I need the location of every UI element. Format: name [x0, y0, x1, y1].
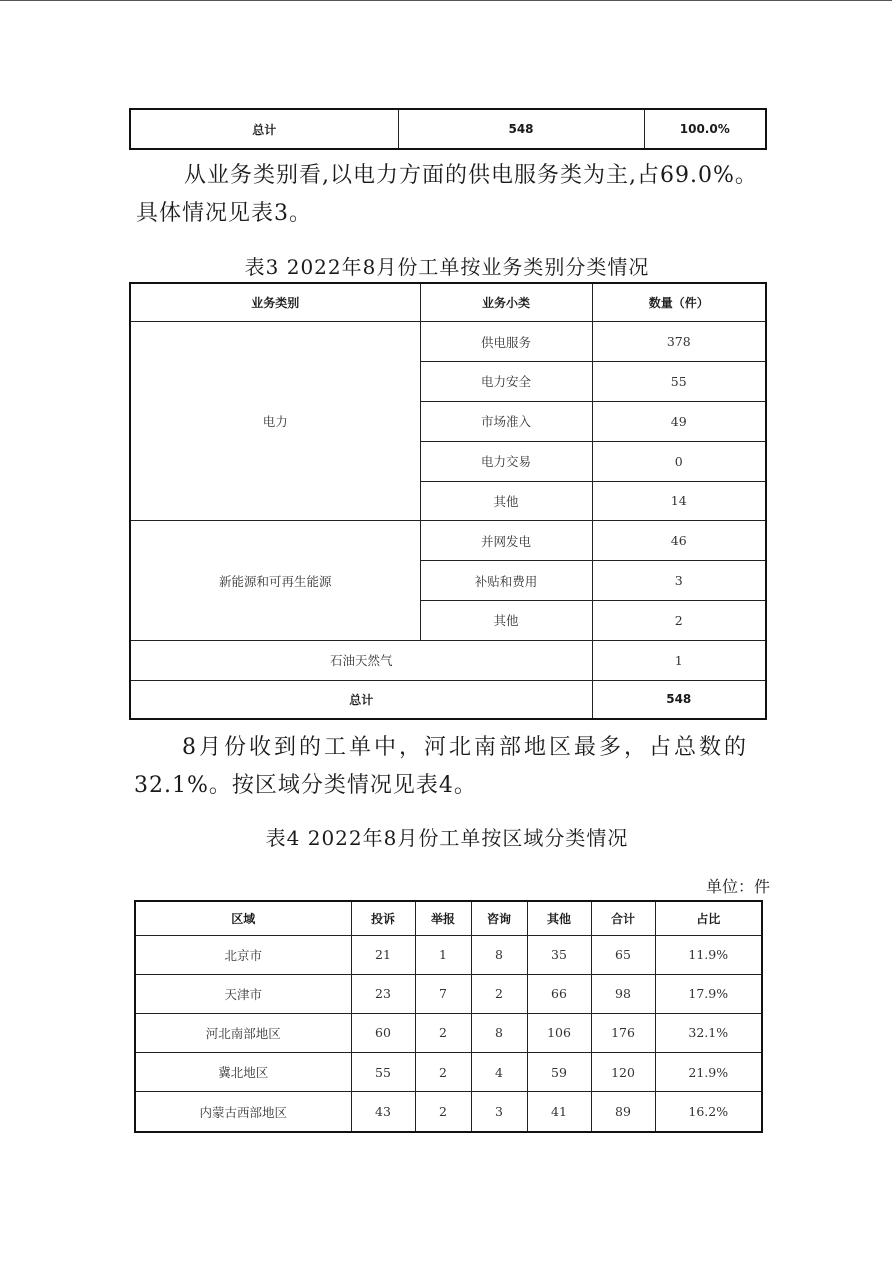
- table-header-row: [135, 901, 762, 935]
- table-row: [135, 1013, 762, 1052]
- oil-gas-label: 石油天然气: [130, 640, 592, 680]
- total-cell: 120: [591, 1053, 655, 1092]
- header-subcategory: 业务小类: [420, 283, 592, 322]
- header-other: 其他: [527, 901, 591, 935]
- table-header-row: [130, 283, 766, 322]
- paragraph-1: [136, 157, 836, 233]
- table-row: [135, 1092, 762, 1132]
- other-cell: 66: [527, 974, 591, 1013]
- total-label: 总计: [130, 109, 398, 149]
- count-cell: 55: [592, 362, 766, 402]
- header-ratio: 占比: [655, 901, 762, 935]
- complaint-cell: 23: [351, 974, 415, 1013]
- region-cell: 内蒙古西部地区: [135, 1092, 351, 1132]
- subcategory-cell: 补贴和费用: [420, 561, 592, 601]
- subcategory-cell: 电力交易: [420, 441, 592, 481]
- other-cell: 59: [527, 1053, 591, 1092]
- paragraph-1-line-1: 从业务类别看,以电力方面的供电服务类为主,占69.0%。: [184, 163, 758, 188]
- table-row: [130, 521, 766, 561]
- oil-gas-count: 1: [592, 640, 766, 680]
- total-label: 总计: [130, 680, 592, 719]
- paragraph-2-line-1: 8月份收到的工单中，河北南部地区最多，占总数的: [182, 735, 749, 760]
- paragraph-2-line-2: 32.1%。按区域分类情况见表4。: [134, 773, 477, 798]
- region-cell: 冀北地区: [135, 1053, 351, 1092]
- report-cell: 2: [415, 1013, 471, 1052]
- total-percent: 100.0%: [644, 109, 766, 149]
- ratio-cell: 11.9%: [655, 935, 762, 974]
- report-cell: 1: [415, 935, 471, 974]
- table-row: [135, 974, 762, 1013]
- table3-caption: 表3 2022年8月份工单按业务类别分类情况: [244, 255, 650, 279]
- total-cell: 89: [591, 1092, 655, 1132]
- total-cell: 65: [591, 935, 655, 974]
- table4-caption: 表4 2022年8月份工单按区域分类情况: [265, 826, 629, 850]
- total-cell: 176: [591, 1013, 655, 1052]
- table2-total: [129, 108, 767, 150]
- complaint-cell: 55: [351, 1053, 415, 1092]
- inquiry-cell: 8: [471, 1013, 527, 1052]
- inquiry-cell: 8: [471, 935, 527, 974]
- total-count: 548: [398, 109, 644, 149]
- subcategory-cell: 其他: [420, 600, 592, 640]
- subcategory-cell: 电力安全: [420, 362, 592, 402]
- complaint-cell: 43: [351, 1092, 415, 1132]
- table-total-row: [130, 680, 766, 719]
- count-cell: 49: [592, 401, 766, 441]
- header-complaint: 投诉: [351, 901, 415, 935]
- complaint-cell: 60: [351, 1013, 415, 1052]
- inquiry-cell: 4: [471, 1053, 527, 1092]
- other-cell: 35: [527, 935, 591, 974]
- category-cell: 新能源和可再生能源: [130, 521, 420, 640]
- region-cell: 天津市: [135, 974, 351, 1013]
- table3: [129, 282, 767, 720]
- inquiry-cell: 2: [471, 974, 527, 1013]
- header-count: 数量（件）: [592, 283, 766, 322]
- inquiry-cell: 3: [471, 1092, 527, 1132]
- other-cell: 41: [527, 1092, 591, 1132]
- header-region: 区域: [135, 901, 351, 935]
- header-category: 业务类别: [130, 283, 420, 322]
- header-report: 举报: [415, 901, 471, 935]
- table-row: [135, 1053, 762, 1092]
- table-row: [130, 640, 766, 680]
- table-row: [130, 322, 766, 362]
- count-cell: 378: [592, 322, 766, 362]
- ratio-cell: 17.9%: [655, 974, 762, 1013]
- header-total: 合计: [591, 901, 655, 935]
- subcategory-cell: 并网发电: [420, 521, 592, 561]
- subcategory-cell: 其他: [420, 481, 592, 521]
- table-row: [130, 109, 766, 149]
- other-cell: 106: [527, 1013, 591, 1052]
- report-cell: 2: [415, 1053, 471, 1092]
- header-inquiry: 咨询: [471, 901, 527, 935]
- total-count: 548: [592, 680, 766, 719]
- subcategory-cell: 市场准入: [420, 401, 592, 441]
- complaint-cell: 21: [351, 935, 415, 974]
- table4: [134, 900, 763, 1133]
- subcategory-cell: 供电服务: [420, 322, 592, 362]
- ratio-cell: 16.2%: [655, 1092, 762, 1132]
- report-cell: 2: [415, 1092, 471, 1132]
- ratio-cell: 32.1%: [655, 1013, 762, 1052]
- count-cell: 46: [592, 521, 766, 561]
- count-cell: 3: [592, 561, 766, 601]
- ratio-cell: 21.9%: [655, 1053, 762, 1092]
- count-cell: 0: [592, 441, 766, 481]
- total-cell: 98: [591, 974, 655, 1013]
- region-cell: 北京市: [135, 935, 351, 974]
- table4-unit: 单位：件: [705, 877, 770, 896]
- count-cell: 2: [592, 600, 766, 640]
- category-cell: 电力: [130, 322, 420, 521]
- page-top-border: [0, 0, 892, 1]
- report-cell: 7: [415, 974, 471, 1013]
- table-row: [135, 935, 762, 974]
- paragraph-1-line-2: 具体情况见表3。: [136, 201, 312, 226]
- paragraph-2: [134, 729, 774, 805]
- count-cell: 14: [592, 481, 766, 521]
- region-cell: 河北南部地区: [135, 1013, 351, 1052]
